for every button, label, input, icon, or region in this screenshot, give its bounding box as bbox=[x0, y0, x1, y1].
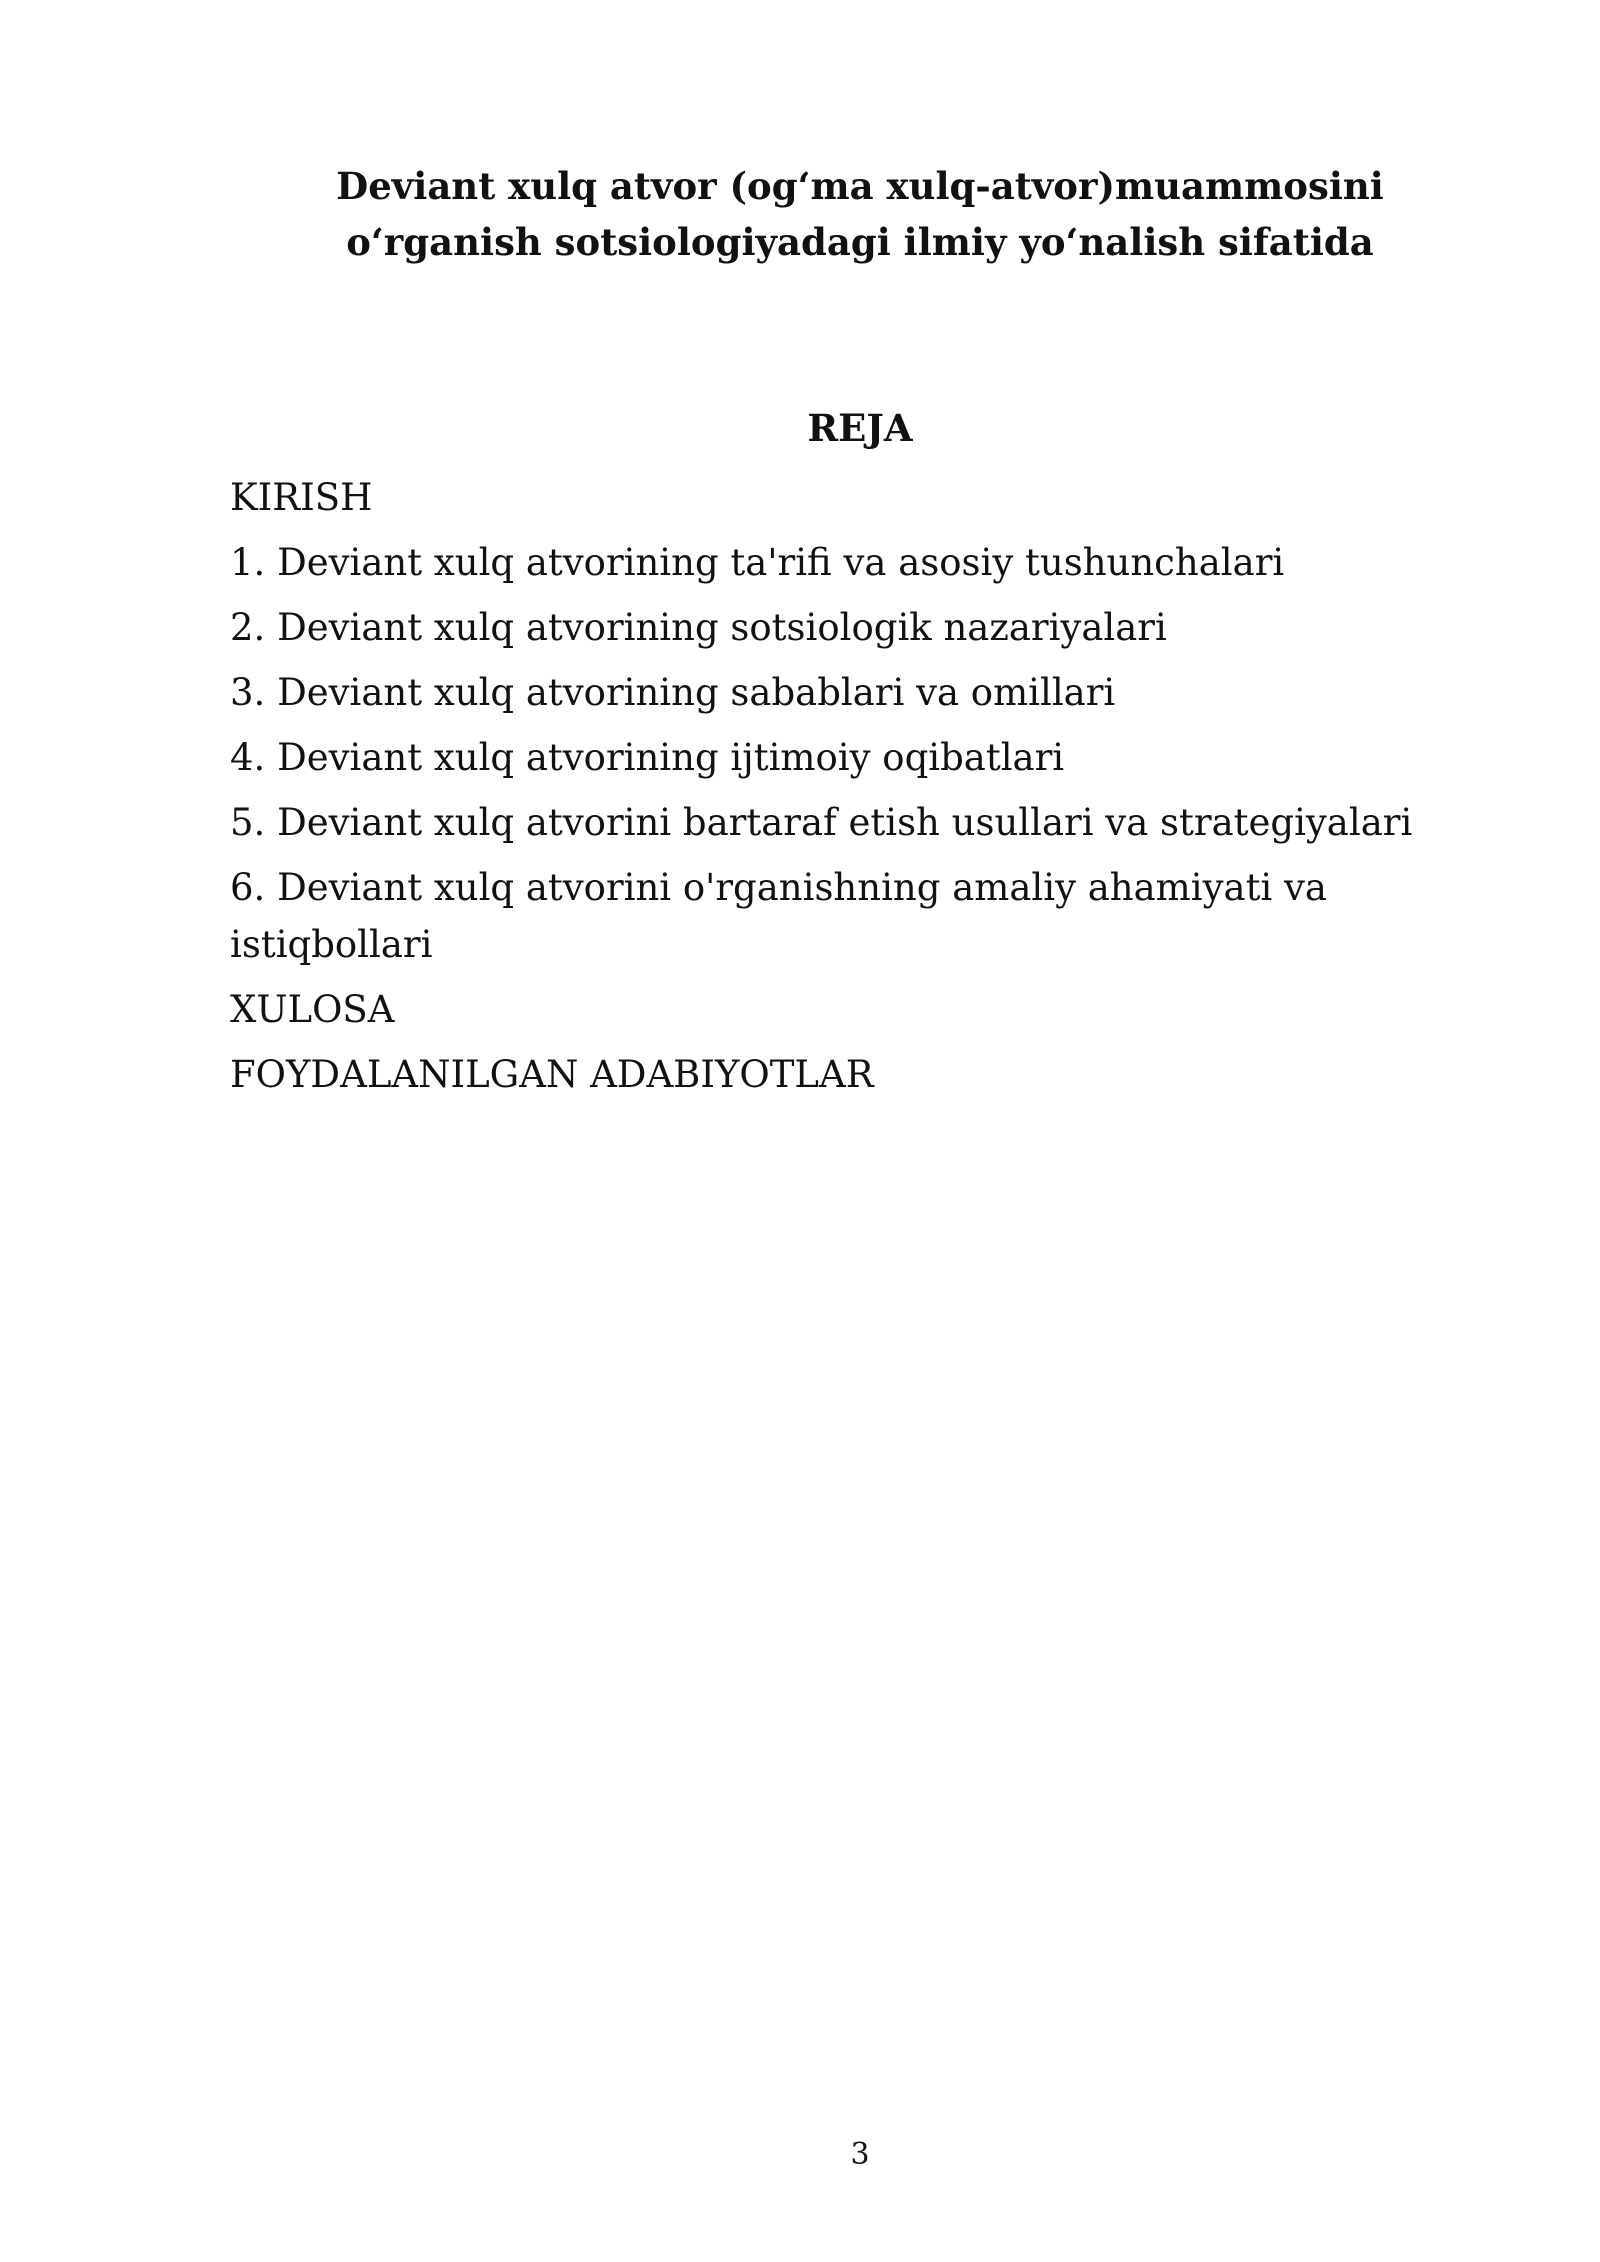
toc-item-5: 5. Deviant xulq atvorini bartaraf etish usullari va strategiyalari bbox=[230, 801, 1413, 844]
toc-item-3: 3. Deviant xulq atvorining sabablari va omillari bbox=[230, 671, 1116, 714]
toc-item-references: FOYDALANILGAN ADABIYOTLAR bbox=[230, 1053, 874, 1096]
document-title-line-1: Deviant xulq atvor (og‘ma xulq-atvor)muammosini bbox=[336, 164, 1384, 208]
toc-item-1: 1. Deviant xulq atvorining ta'rifi va asosiy tushunchalari bbox=[230, 541, 1285, 584]
toc-item-introduction: KIRISH bbox=[230, 476, 373, 519]
document-title bbox=[230, 158, 1490, 270]
table-of-contents bbox=[230, 469, 1500, 1111]
toc-item-4: 4. Deviant xulq atvorining ijtimoiy oqibatlari bbox=[230, 736, 1065, 779]
toc-item-conclusion: XULOSA bbox=[230, 988, 395, 1031]
toc-item-6: 6. Deviant xulq atvorini o'rganishning amaliy ahamiyati va istiqbollari bbox=[230, 866, 1327, 966]
document-title-line-2: o‘rganish sotsiologiyadagi ilmiy yo‘nalish sifatida bbox=[346, 220, 1374, 264]
plan-heading: REJA bbox=[807, 406, 913, 450]
page-number: 3 bbox=[850, 2137, 870, 2172]
toc-item-2: 2. Deviant xulq atvorining sotsiologik nazariyalari bbox=[230, 606, 1167, 649]
